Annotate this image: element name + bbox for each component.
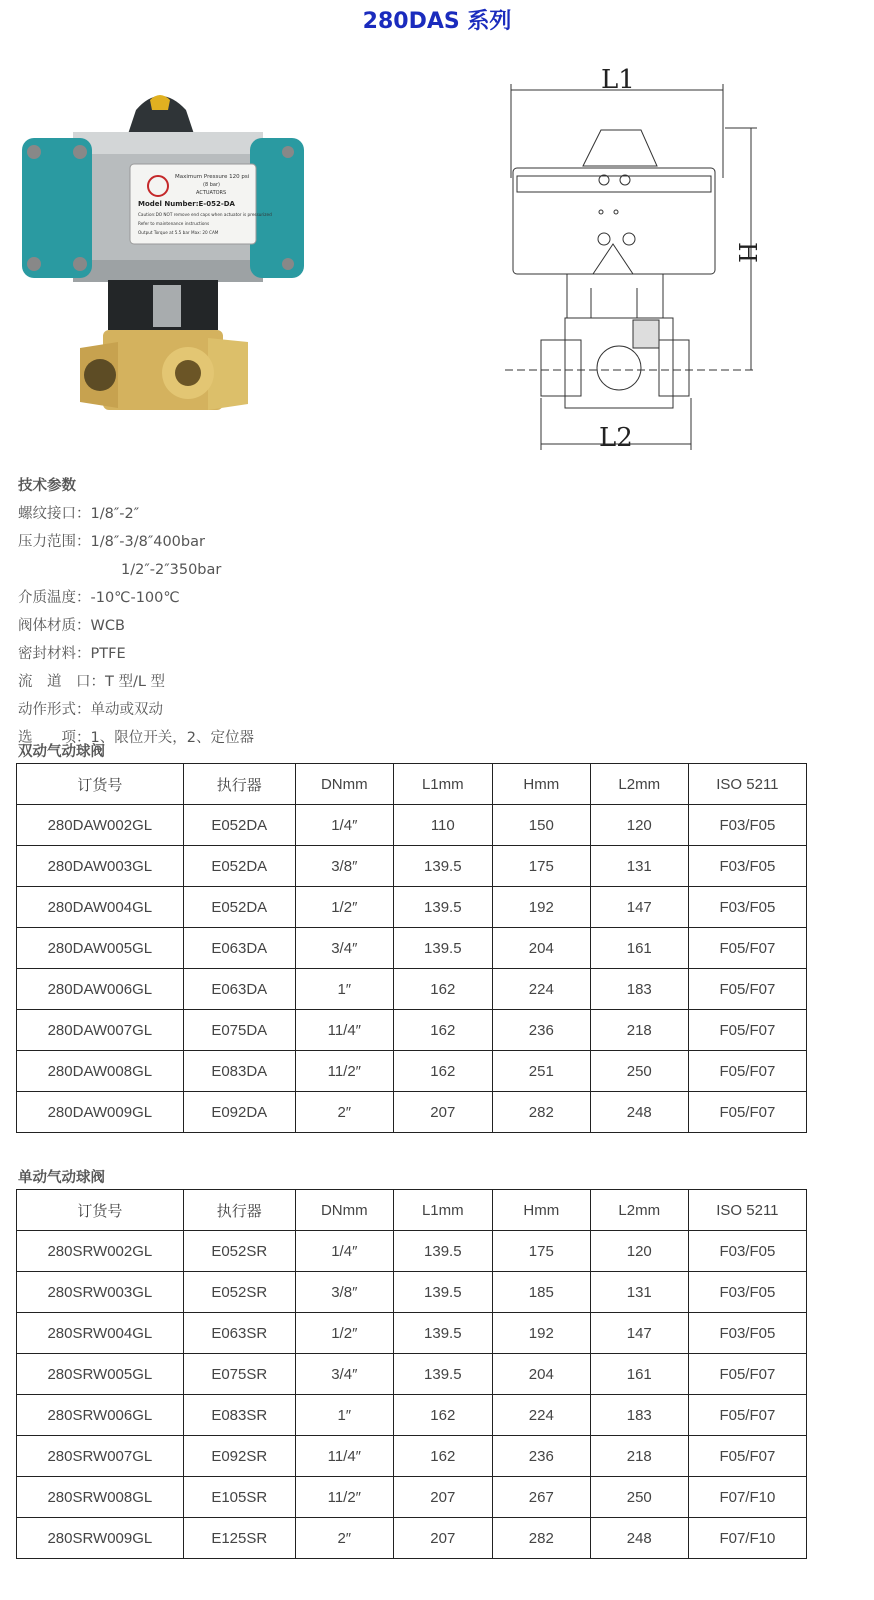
table-cell: 224 (492, 1395, 590, 1436)
table-row (17, 1477, 807, 1518)
table-cell: E092SR (183, 1436, 295, 1477)
column-header: 执行器 (183, 764, 295, 805)
table-cell: 3/8″ (295, 846, 393, 887)
table-cell: 1/2″ (295, 1313, 393, 1354)
table-row (17, 969, 807, 1010)
table-cell: 280DAW002GL (17, 805, 184, 846)
table-cell: 280DAW008GL (17, 1051, 184, 1092)
label-line3: ACTUATORS (196, 190, 227, 196)
table-cell: 131 (590, 1272, 688, 1313)
table-cell: 162 (393, 1010, 492, 1051)
table-row (17, 928, 807, 969)
table-cell: 280SRW003GL (17, 1272, 184, 1313)
table-cell: 120 (590, 805, 688, 846)
table-row (17, 1051, 807, 1092)
l1-label: L1 (601, 65, 635, 95)
column-header: L2mm (590, 764, 688, 805)
table-cell: 207 (393, 1092, 492, 1133)
table-cell: 224 (492, 969, 590, 1010)
table-cell: 280SRW005GL (17, 1354, 184, 1395)
table-cell: 280DAW005GL (17, 928, 184, 969)
table-cell: F05/F07 (688, 969, 806, 1010)
l2-label: L2 (599, 423, 633, 453)
spec-seal-material: 密封材料：PTFE (18, 646, 126, 662)
table-cell: 250 (590, 1477, 688, 1518)
table-cell: E125SR (183, 1518, 295, 1559)
table-cell: 280SRW006GL (17, 1395, 184, 1436)
table-cell: 204 (492, 1354, 590, 1395)
table-row (17, 887, 807, 928)
label-torque: Output Torque at 5.5 bar Max: 20 CAM (138, 230, 219, 235)
table-cell: F05/F07 (688, 928, 806, 969)
column-header: DNmm (295, 1190, 393, 1231)
table-cell: F05/F07 (688, 1092, 806, 1133)
table-cell: 1″ (295, 1395, 393, 1436)
column-header: Hmm (492, 1190, 590, 1231)
table-cell: 147 (590, 887, 688, 928)
table-cell: 280SRW007GL (17, 1436, 184, 1477)
column-header: L1mm (393, 1190, 492, 1231)
table-cell: 267 (492, 1477, 590, 1518)
spec-options: 选 项：1、限位开关，2、定位器 (18, 730, 254, 746)
table-cell: 280DAW003GL (17, 846, 184, 887)
table-cell: 162 (393, 1436, 492, 1477)
table-cell: F05/F07 (688, 1051, 806, 1092)
table-cell: E063DA (183, 969, 295, 1010)
table-row (17, 1010, 807, 1051)
table-cell: 192 (492, 887, 590, 928)
double-acting-title: 双动气动球阀 (18, 744, 105, 760)
spec-temperature: 介质温度：-10℃-100℃ (18, 590, 180, 606)
table-row (17, 1272, 807, 1313)
table-cell: 3/8″ (295, 1272, 393, 1313)
table-cell: 251 (492, 1051, 590, 1092)
technical-parameters (18, 472, 254, 752)
label-line1: Maximum Pressure 120 psi (175, 174, 250, 180)
table-cell: 162 (393, 1395, 492, 1436)
table-cell: 204 (492, 928, 590, 969)
table-cell: 192 (492, 1313, 590, 1354)
page-title: 280DAS 系列 (362, 9, 512, 34)
table-cell: 1/2″ (295, 887, 393, 928)
table-cell: 3/4″ (295, 1354, 393, 1395)
double-acting-table (16, 763, 807, 1133)
table-row (17, 1354, 807, 1395)
table-cell: F05/F07 (688, 1354, 806, 1395)
table-cell: E063DA (183, 928, 295, 969)
table-cell: 11/2″ (295, 1477, 393, 1518)
spec-action: 动作形式：单动或双动 (18, 702, 163, 718)
table-cell: 280DAW007GL (17, 1010, 184, 1051)
table-cell: 120 (590, 1231, 688, 1272)
table-cell: 11/4″ (295, 1436, 393, 1477)
table-cell: 183 (590, 1395, 688, 1436)
table-cell: F03/F05 (688, 887, 806, 928)
table-cell: F03/F05 (688, 1313, 806, 1354)
single-acting-title: 单动气动球阀 (18, 1170, 105, 1186)
table-header-row (17, 764, 807, 805)
table-cell: 3/4″ (295, 928, 393, 969)
table-cell: E052SR (183, 1272, 295, 1313)
table-cell: 175 (492, 846, 590, 887)
table-cell: F07/F10 (688, 1477, 806, 1518)
table-cell: 139.5 (393, 1231, 492, 1272)
table-cell: E092DA (183, 1092, 295, 1133)
column-header: ISO 5211 (688, 1190, 806, 1231)
table-cell: 280SRW009GL (17, 1518, 184, 1559)
table-row (17, 1313, 807, 1354)
table-cell: 161 (590, 1354, 688, 1395)
spec-body-material: 阀体材质：WCB (18, 618, 125, 634)
table-cell: 218 (590, 1436, 688, 1477)
table-cell: E083SR (183, 1395, 295, 1436)
table-cell: 280DAW006GL (17, 969, 184, 1010)
table-cell: E075DA (183, 1010, 295, 1051)
column-header: ISO 5211 (688, 764, 806, 805)
label-model: Model Number:E-052-DA (138, 200, 235, 208)
table-cell: F03/F05 (688, 1272, 806, 1313)
table-cell: E105SR (183, 1477, 295, 1518)
column-header: L1mm (393, 764, 492, 805)
column-header: DNmm (295, 764, 393, 805)
table-cell: E052SR (183, 1231, 295, 1272)
table-cell: F05/F07 (688, 1395, 806, 1436)
table-cell: F03/F05 (688, 846, 806, 887)
table-row (17, 805, 807, 846)
table-cell: F05/F07 (688, 1010, 806, 1051)
label-caution: Caution:DO NOT remove end caps when actuator is pressurized (138, 212, 272, 217)
product-photo (18, 80, 308, 425)
table-cell: 248 (590, 1518, 688, 1559)
label-line2: (8 bar) (203, 182, 220, 188)
table-cell: 131 (590, 846, 688, 887)
table-cell: 139.5 (393, 846, 492, 887)
table-cell: E063SR (183, 1313, 295, 1354)
table-cell: 162 (393, 1051, 492, 1092)
table-cell: E052DA (183, 887, 295, 928)
table-cell: F07/F10 (688, 1518, 806, 1559)
table-cell: 11/4″ (295, 1010, 393, 1051)
table-cell: F03/F05 (688, 805, 806, 846)
column-header: Hmm (492, 764, 590, 805)
table-cell: 236 (492, 1436, 590, 1477)
table-row (17, 1395, 807, 1436)
table-cell: 282 (492, 1092, 590, 1133)
table-cell: F05/F07 (688, 1436, 806, 1477)
table-cell: 139.5 (393, 1313, 492, 1354)
table-cell: 236 (492, 1010, 590, 1051)
column-header: L2mm (590, 1190, 688, 1231)
single-acting-table (16, 1189, 807, 1559)
table-cell: 280SRW002GL (17, 1231, 184, 1272)
table-cell: 11/2″ (295, 1051, 393, 1092)
table-cell: 280DAW009GL (17, 1092, 184, 1133)
table-cell: 139.5 (393, 928, 492, 969)
table-cell: 150 (492, 805, 590, 846)
column-header: 执行器 (183, 1190, 295, 1231)
table-cell: 162 (393, 969, 492, 1010)
table-cell: 175 (492, 1231, 590, 1272)
table-row (17, 1436, 807, 1477)
column-header: 订货号 (17, 1190, 184, 1231)
table-cell: E052DA (183, 846, 295, 887)
table-cell: 218 (590, 1010, 688, 1051)
table-cell: 248 (590, 1092, 688, 1133)
column-header: 订货号 (17, 764, 184, 805)
specs-heading: 技术参数 (18, 478, 76, 494)
table-cell: 139.5 (393, 1272, 492, 1313)
table-cell: E075SR (183, 1354, 295, 1395)
table-row (17, 1092, 807, 1133)
table-cell: 139.5 (393, 1354, 492, 1395)
dimension-drawing (505, 58, 775, 463)
table-cell: 185 (492, 1272, 590, 1313)
table-row (17, 1231, 807, 1272)
table-cell: 139.5 (393, 887, 492, 928)
table-cell: 147 (590, 1313, 688, 1354)
table-cell: 207 (393, 1518, 492, 1559)
table-cell: 1/4″ (295, 805, 393, 846)
spec-pressure-cont: 1/2″-2″350bar (121, 562, 222, 578)
table-cell: 207 (393, 1477, 492, 1518)
table-cell: 282 (492, 1518, 590, 1559)
table-cell: 183 (590, 969, 688, 1010)
table-cell: 1/4″ (295, 1231, 393, 1272)
table-cell: 280SRW004GL (17, 1313, 184, 1354)
table-cell: 161 (590, 928, 688, 969)
table-cell: E083DA (183, 1051, 295, 1092)
table-cell: 280SRW008GL (17, 1477, 184, 1518)
table-cell: 1″ (295, 969, 393, 1010)
table-cell: F03/F05 (688, 1231, 806, 1272)
table-cell: 110 (393, 805, 492, 846)
table-header-row (17, 1190, 807, 1231)
spec-pressure: 压力范围：1/8″-3/8″400bar (18, 534, 205, 550)
label-refer: Refer to maintenance instructions (138, 221, 210, 226)
table-cell: 250 (590, 1051, 688, 1092)
table-row (17, 1518, 807, 1559)
spec-port: 流 道 口：T 型/L 型 (18, 674, 166, 690)
table-cell: E052DA (183, 805, 295, 846)
spec-thread: 螺纹接口：1/8″-2″ (18, 506, 140, 522)
table-cell: 2″ (295, 1092, 393, 1133)
h-label: H (733, 242, 761, 263)
table-row (17, 846, 807, 887)
table-cell: 2″ (295, 1518, 393, 1559)
table-cell: 280DAW004GL (17, 887, 184, 928)
